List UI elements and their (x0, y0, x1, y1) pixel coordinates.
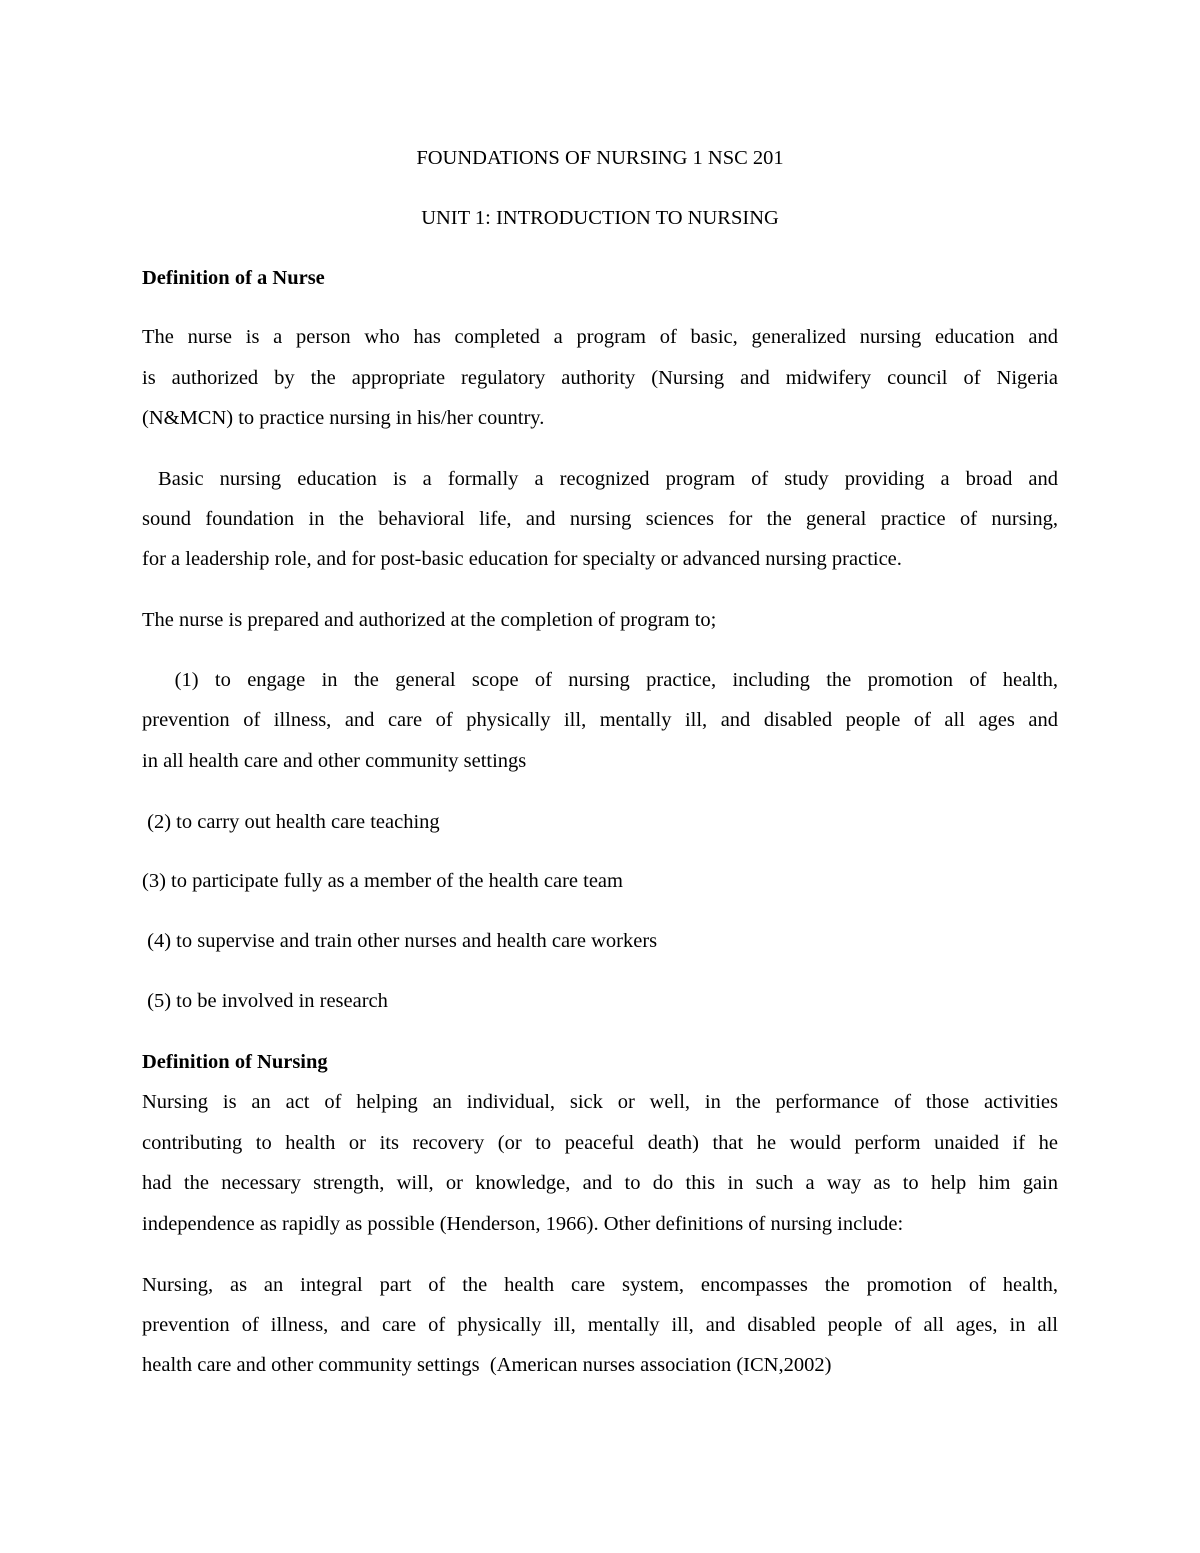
paragraph-line: is authorized by the appropriate regulatory authority (Nursing and midwifery council of Nigeria (142, 367, 1058, 389)
list-item-3: (3) to participate fully as a member of the health care team (142, 870, 623, 892)
paragraph-line: independence as rapidly as possible (Henderson, 1966). Other definitions of nursing include: (142, 1213, 904, 1235)
list-item-1-line: (1) to engage in the general scope of nursing practice, including the promotion of health, (142, 669, 1058, 691)
list-item-4: (4) to supervise and train other nurses and health care workers (142, 930, 658, 952)
paragraph-line: sound foundation in the behavioral life, and nursing sciences for the general practice of nursing, (142, 508, 1058, 530)
paragraph-line: prevention of illness, and care of physically ill, mentally ill, and disabled people of all ages, in all (142, 1314, 1058, 1336)
document-title: FOUNDATIONS OF NURSING 1 NSC 201 (416, 147, 784, 169)
paragraph-line: Nursing, as an integral part of the health care system, encompasses the promotion of health, (142, 1274, 1058, 1296)
paragraph-line: had the necessary strength, will, or knowledge, and to do this in such a way as to help him gain (142, 1172, 1058, 1194)
paragraph-line: (N&MCN) to practice nursing in his/her country. (142, 407, 545, 429)
list-item-1-line: in all health care and other community settings (142, 750, 527, 772)
list-item-2: (2) to carry out health care teaching (142, 811, 440, 833)
section-heading-nurse: Definition of a Nurse (142, 267, 325, 289)
paragraph-line: contributing to health or its recovery (or to peaceful death) that he would perform unaided if he (142, 1132, 1058, 1154)
paragraph-line: The nurse is prepared and authorized at the completion of program to; (142, 609, 717, 631)
paragraph-line: Nursing is an act of helping an individual, sick or well, in the performance of those activities (142, 1091, 1058, 1113)
paragraph-line: Basic nursing education is a formally a recognized program of study providing a broad and (142, 468, 1058, 490)
section-heading-nursing: Definition of Nursing (142, 1051, 328, 1073)
unit-heading: UNIT 1: INTRODUCTION TO NURSING (421, 207, 779, 229)
list-item-5: (5) to be involved in research (142, 990, 388, 1012)
paragraph-line: health care and other community settings (American nurses association (ICN,2002) (142, 1354, 832, 1376)
paragraph-line: for a leadership role, and for post-basic education for specialty or advanced nursing practice. (142, 548, 902, 570)
paragraph-line: The nurse is a person who has completed a program of basic, generalized nursing education and (142, 326, 1058, 348)
list-item-1-line: prevention of illness, and care of physically ill, mentally ill, and disabled people of all ages and (142, 709, 1058, 731)
